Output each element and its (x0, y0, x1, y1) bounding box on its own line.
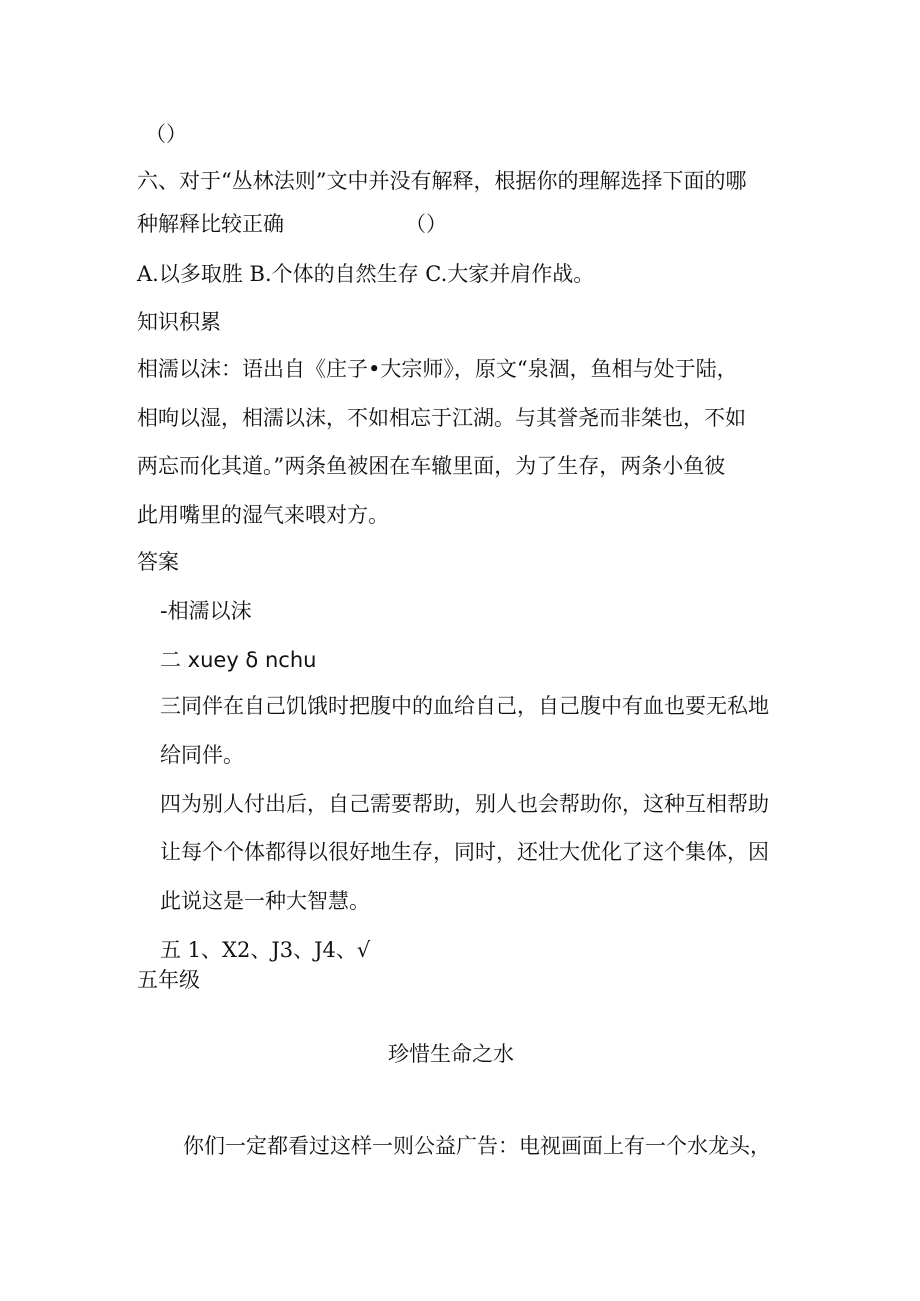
knowledge-line: 两忘而化其道。”两条鱼被困在车辙里面，为了生存，两条小鱼彼 (137, 454, 726, 478)
answer-4-line: 四为别人付出后，自己需要帮助，别人也会帮助你，这种互相帮助 (160, 792, 769, 816)
knowledge-line: 相濡以沫：语出自《庄子•大宗师》，原文“泉涸，鱼相与处于陆， (137, 357, 738, 381)
question-6-options: A.以多取胜 B.个体的自然生存 C.大家并肩作战。 (137, 262, 595, 286)
answers-heading: 答案 (137, 550, 179, 574)
knowledge-heading: 知识积累 (137, 310, 221, 334)
grade-label: 五年级 (137, 968, 200, 992)
answer-4-line: 此说这是一种大智慧。 (160, 889, 370, 913)
answer-3-line: 三同伴在自己饥饿时把腹中的血给自己，自己腹中有血也要无私地 (160, 694, 769, 718)
answer-3-line: 给同伴。 (160, 743, 244, 767)
question-6-line-2: 种解释比较正确 (137, 212, 284, 236)
knowledge-line: 相呴以湿，相濡以沫，不如相忘于江湖。与其誉尧而非桀也，不如 (137, 406, 746, 430)
article-paragraph: 你们一定都看过这样一则公益广告：电视画面上有一个水龙头， (183, 1134, 771, 1158)
answer-2: 二 xuey δ nchu (160, 648, 317, 672)
answer-4-line: 让每个个体都得以很好地生存，同时，还壮大优化了这个集体，因 (160, 840, 769, 864)
question-6-answer-paren: （） (405, 212, 447, 236)
article-title: 珍惜生命之水 (388, 1042, 514, 1066)
answer-1: -相濡以沫 (160, 599, 252, 623)
blank-answer-paren: （） (145, 122, 187, 146)
knowledge-line: 此用嘴里的湿气来喂对方。 (137, 503, 389, 527)
answer-5: 五 1、X2、J3、J4、√ (160, 938, 371, 962)
question-6-line-1: 六、对于“丛林法则”文中并没有解释，根据你的理解选择下面的哪 (137, 169, 747, 193)
